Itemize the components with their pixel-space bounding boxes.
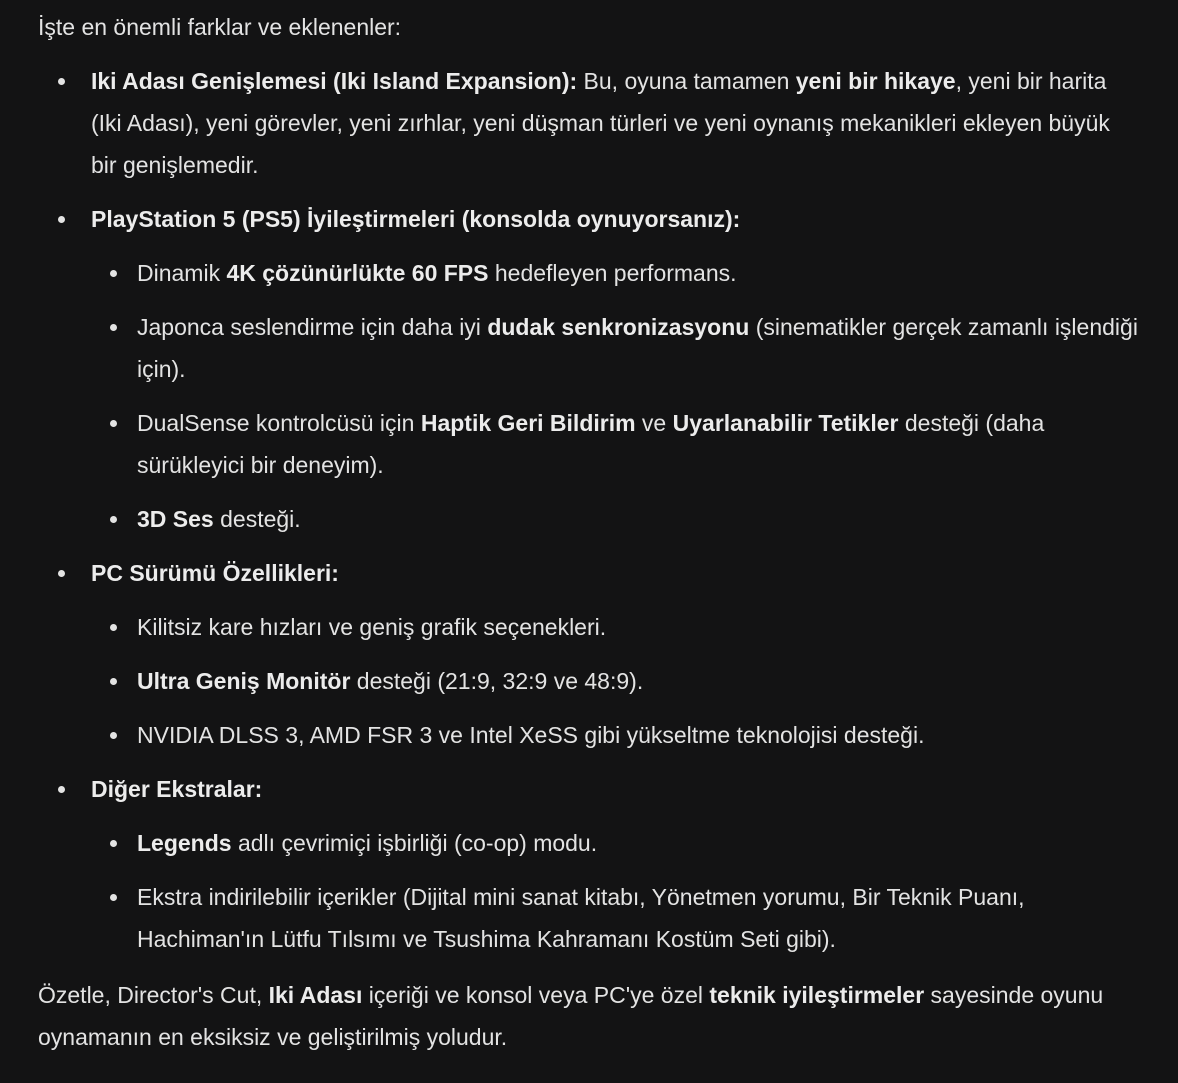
sub-item: Legends adlı çevrimiçi işbirliği (co-op) modu. <box>91 822 1138 864</box>
sub-item: NVIDIA DLSS 3, AMD FSR 3 ve Intel XeSS gibi yükseltme teknolojisi desteği. <box>91 714 1138 756</box>
sub-item: Dinamik 4K çözünürlükte 60 FPS hedefleyen performans. <box>91 252 1138 294</box>
list-item-iki-expansion: Iki Adası Genişlemesi (Iki Island Expansion): Bu, oyuna tamamen yeni bir hikaye, yeni bir harita (Iki Adası), yeni görevler, yeni zırhlar, yeni düşman türleri ve yeni oynanış mekanikleri ekleyen büyük bir genişlemedir. <box>38 60 1138 186</box>
sub-item: Japonca seslendirme için daha iyi dudak senkronizasyonu (sinematikler gerçek zamanlı işlendiği için). <box>91 306 1138 390</box>
sub-item: Kilitsiz kare hızları ve geniş grafik seçenekleri. <box>91 606 1138 648</box>
sub-item: 3D Ses desteği. <box>91 498 1138 540</box>
features-list <box>38 60 1138 960</box>
sub-item: Ultra Geniş Monitör desteği (21:9, 32:9 ve 48:9). <box>91 660 1138 702</box>
extras-sublist <box>91 822 1138 960</box>
list-item-extras <box>38 768 1138 960</box>
summary-text: Özetle, Director's Cut, Iki Adası içeriği ve konsol veya PC'ye özel teknik iyileştirmeler sayesinde oyunu oynamanın en eksiksiz ve geliştirilmiş yoludur. <box>38 982 1104 1050</box>
item-title: Iki Adası Genişlemesi (Iki Island Expansion): <box>91 68 578 94</box>
pc-sublist <box>91 606 1138 756</box>
item-title: Diğer Ekstralar: <box>91 776 263 802</box>
list-item-ps5 <box>38 198 1138 540</box>
ps5-sublist <box>91 252 1138 540</box>
sub-item: Ekstra indirilebilir içerikler (Dijital mini sanat kitabı, Yönetmen yorumu, Bir Teknik Puanı, Hachiman'ın Lütfu Tılsımı ve Tsushima Kahramanı Kostüm Seti gibi). <box>91 876 1138 960</box>
item-title: PC Sürümü Özellikleri: <box>91 560 339 586</box>
list-item-pc <box>38 552 1138 756</box>
intro-text: İşte en önemli farklar ve eklenenler: <box>38 14 402 40</box>
item-title: PlayStation 5 (PS5) İyileştirmeleri (konsolda oynuyorsanız): <box>91 206 741 232</box>
sub-item: DualSense kontrolcüsü için Haptik Geri Bildirim ve Uyarlanabilir Tetikler desteği (daha sürükleyici bir deneyim). <box>91 402 1138 486</box>
